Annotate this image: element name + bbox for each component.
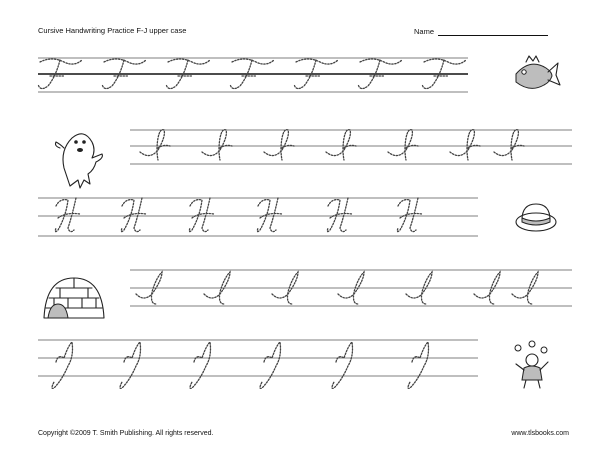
worksheet-title: Cursive Handwriting Practice F-J upper case [38,26,187,35]
igloo-icon [44,278,104,318]
website-link[interactable]: www.tlsbooks.com [511,430,569,437]
ghost-icon [56,134,103,188]
practice-row-h [38,198,556,236]
practice-row-i [44,270,572,318]
fish-icon [516,56,560,88]
name-label: Name [414,27,435,36]
juggler-icon [515,341,548,388]
row-j-trace-letters [52,342,429,388]
practice-row-j [38,340,548,388]
hat-icon [516,204,556,231]
practice-row-g [56,130,573,188]
row-h-trace-letters [55,198,422,232]
row-g-trace-letters [140,130,524,160]
copyright-notice: Copyright ©2009 T. Smith Publishing. All rights reserved. [38,430,214,437]
practice-row-f [38,56,560,92]
